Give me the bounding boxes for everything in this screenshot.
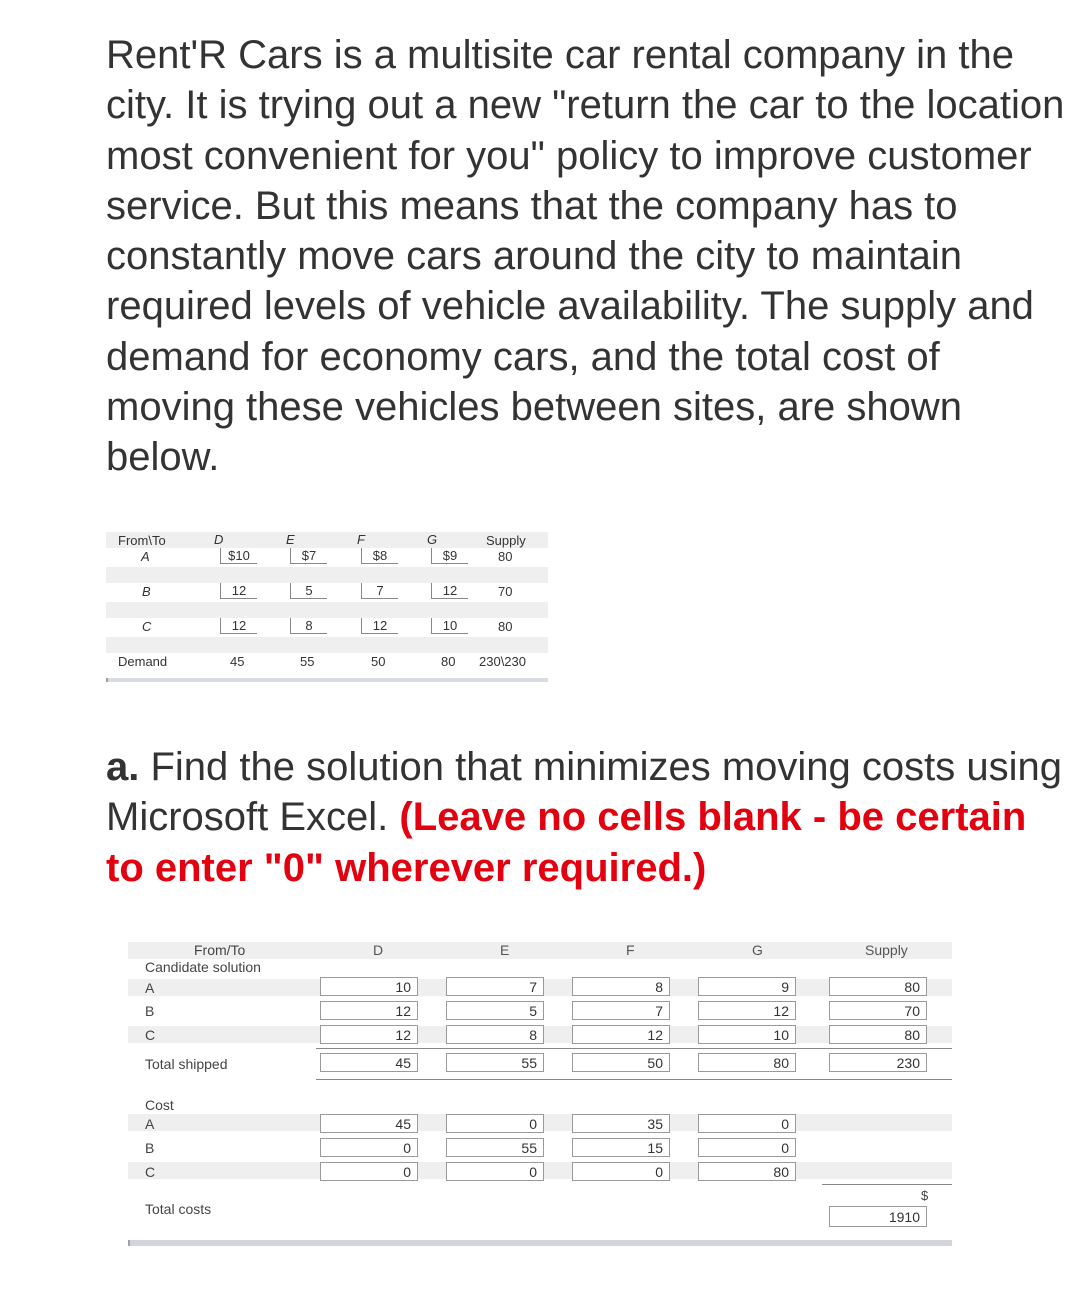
solution-cell[interactable]: 5 <box>446 1001 544 1020</box>
cost-cell: $7 <box>290 548 327 564</box>
total-costs-cell[interactable]: 1910 <box>829 1206 927 1227</box>
question-text: Find the solution that minimizes moving costs using Microsoft Excel. <box>106 745 1062 840</box>
supply-demand-total: 230\230 <box>479 654 526 669</box>
cost-label: Cost <box>145 1097 174 1113</box>
currency-symbol: $ <box>921 1188 929 1203</box>
cost-cell: 12 <box>220 618 257 634</box>
cost-cell: 12 <box>220 583 257 599</box>
supply-header: Supply <box>865 942 908 958</box>
solution-table <box>128 938 952 1250</box>
solution-cell[interactable]: 8 <box>446 1025 544 1044</box>
supply-header: Supply <box>486 533 526 548</box>
total-shipped-cell[interactable]: 55 <box>446 1053 544 1072</box>
question-letter: a. <box>106 745 140 789</box>
cost-cell[interactable]: 35 <box>572 1114 670 1133</box>
cost-cell: 7 <box>361 583 398 599</box>
row-label-a: A <box>141 549 150 564</box>
column-header-d: D <box>214 532 224 547</box>
cost-cell[interactable]: 0 <box>446 1162 544 1181</box>
table-stripe <box>106 532 548 548</box>
sum-rule <box>822 1184 952 1185</box>
cost-cell[interactable]: 0 <box>320 1162 418 1181</box>
solution-cell[interactable]: 10 <box>320 977 418 996</box>
question-a <box>106 742 1074 893</box>
table-stripe <box>106 567 548 583</box>
supply-cell[interactable]: 80 <box>829 1025 927 1044</box>
cost-cell[interactable]: 15 <box>572 1138 670 1157</box>
row-label-b: B <box>142 584 151 599</box>
row-label-b: B <box>145 1003 155 1019</box>
row-label-c: C <box>145 1027 156 1043</box>
corner-label: From\To <box>118 533 166 548</box>
total-shipped-cell[interactable]: 45 <box>320 1053 418 1072</box>
cost-cell: $10 <box>220 548 257 564</box>
cost-cell: 5 <box>290 583 327 599</box>
solution-cell[interactable]: 12 <box>320 1001 418 1020</box>
column-header-d: D <box>373 942 384 958</box>
row-label-c: C <box>142 619 152 634</box>
total-shipped-cell[interactable]: 80 <box>698 1053 796 1072</box>
cost-cell[interactable]: 0 <box>320 1138 418 1157</box>
cost-cell[interactable]: 0 <box>572 1162 670 1181</box>
problem-statement: Rent'R Cars is a multisite car rental company in the city. It is trying out a new "return the car to the location most convenient for you" policy to improve customer service. But this means that the company has to constantly move cars around the city to maintain required levels of vehicle availability. The supply and demand for economy cars, and the total cost of moving these vehicles between sites, are shown below. <box>106 33 1065 480</box>
from-to-header: From/To <box>194 942 246 958</box>
demand-value: 50 <box>371 654 386 669</box>
table-stripe <box>106 637 548 653</box>
cost-cell: $9 <box>431 548 468 564</box>
solution-cell[interactable]: 12 <box>572 1025 670 1044</box>
cost-row-label-c: C <box>145 1164 156 1180</box>
cost-cell: $8 <box>361 548 398 564</box>
cost-cell: 12 <box>431 583 468 599</box>
cost-cell: 12 <box>361 618 398 634</box>
table-stripe <box>106 602 548 618</box>
column-header-e: E <box>500 942 510 958</box>
total-costs-label: Total costs <box>145 1201 212 1217</box>
row-label-a: A <box>145 980 155 996</box>
sum-rule <box>316 1048 952 1049</box>
solution-cell[interactable]: 12 <box>698 1001 796 1020</box>
solution-cell[interactable]: 8 <box>572 977 670 996</box>
cost-table <box>106 532 548 684</box>
supply-value: 80 <box>498 619 513 634</box>
supply-value: 80 <box>498 549 513 564</box>
solution-cell[interactable]: 7 <box>572 1001 670 1020</box>
sum-rule <box>316 1079 952 1080</box>
cost-row-label-a: A <box>145 1116 155 1132</box>
solution-cell[interactable]: 7 <box>446 977 544 996</box>
header-stripe <box>128 942 952 959</box>
cost-cell[interactable]: 0 <box>698 1138 796 1157</box>
demand-value: 45 <box>230 654 245 669</box>
table-bottom-bar <box>128 1240 952 1246</box>
column-header-g: G <box>427 532 438 547</box>
candidate-solution-label: Candidate solution <box>145 959 261 975</box>
total-supply-cell[interactable]: 230 <box>829 1053 927 1072</box>
solution-cell[interactable]: 12 <box>320 1025 418 1044</box>
question-instruction: (Leave no cells blank - be certain to enter "0" wherever required.) <box>106 795 1027 890</box>
cost-cell: 8 <box>290 618 327 634</box>
demand-label: Demand <box>118 654 168 669</box>
solution-cell[interactable]: 9 <box>698 977 796 996</box>
cost-cell[interactable]: 55 <box>446 1138 544 1157</box>
cost-cell: 10 <box>431 618 468 634</box>
column-header-f: F <box>626 942 635 958</box>
cost-cell[interactable]: 80 <box>698 1162 796 1181</box>
table-bottom-rule <box>106 678 548 682</box>
supply-cell[interactable]: 80 <box>829 977 927 996</box>
supply-cell[interactable]: 70 <box>829 1001 927 1020</box>
cost-cell[interactable]: 45 <box>320 1114 418 1133</box>
column-header-e: E <box>286 532 295 547</box>
cost-cell[interactable]: 0 <box>446 1114 544 1133</box>
column-header-f: F <box>357 532 365 547</box>
demand-value: 80 <box>441 654 456 669</box>
demand-value: 55 <box>300 654 315 669</box>
solution-cell[interactable]: 10 <box>698 1025 796 1044</box>
total-shipped-label: Total shipped <box>145 1056 228 1072</box>
supply-value: 70 <box>498 584 513 599</box>
cost-cell[interactable]: 0 <box>698 1114 796 1133</box>
column-header-g: G <box>752 942 763 958</box>
total-shipped-cell[interactable]: 50 <box>572 1053 670 1072</box>
cost-row-label-b: B <box>145 1140 155 1156</box>
